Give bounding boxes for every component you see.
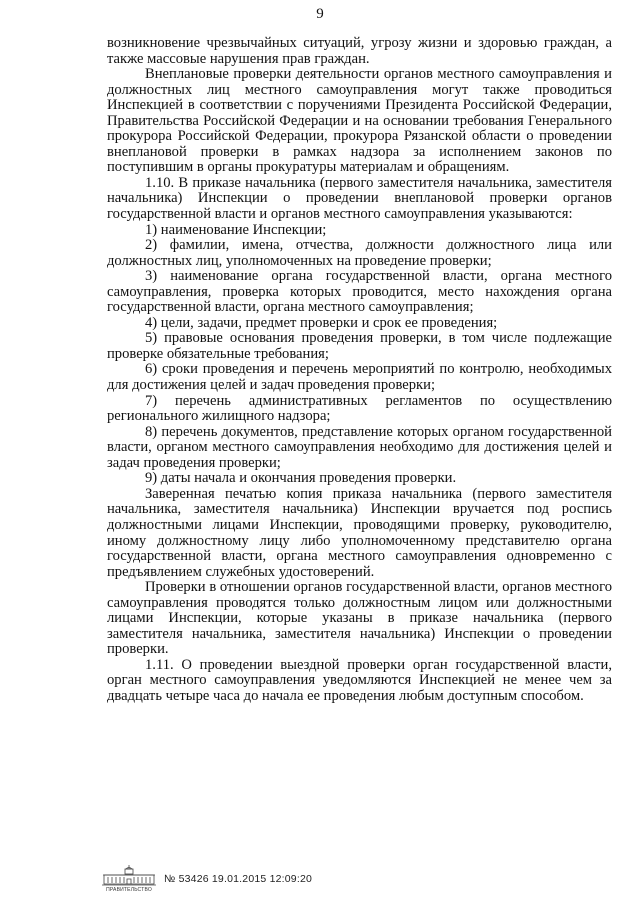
paragraph-section-1-10: 1.10. В приказе начальника (первого заместителя начальника, заместителя начальника) Инспекции о проведении внеплановой проверки органов государственной власти и органов местного самоуправления указываются: — [107, 174, 612, 223]
list-item-3: 3) наименование органа государственной власти, органа местного самоуправления, проверка которых проводится, место нахождения органа государственной власти, органа местного самоуправления; — [107, 268, 612, 316]
list-item-8: 8) перечень документов, представление которых органом государственной власти, органом местного самоуправления необходимо для достижения целей и задач проведения проверки; — [107, 423, 612, 471]
building-icon — [100, 864, 158, 886]
list-item-1: 1) наименование Инспекции; — [145, 221, 327, 238]
list-item-9: 9) даты начала и окончания проведения проверки. — [145, 470, 457, 487]
page-number: 9 — [316, 6, 324, 22]
document-footer — [100, 864, 312, 893]
paragraph-continuation: возникновение чрезвычайных ситуаций, угрозу жизни и здоровью граждан, а также массовые нарушения прав граждан. — [107, 35, 612, 67]
list-item-6: 6) сроки проведения и перечень мероприятий по контролю, необходимых для достижения целей и задач проведения проверки; — [107, 361, 612, 394]
document-body — [107, 36, 612, 705]
list-item-2: 2) фамилии, имена, отчества, должности должностного лица или должностных лиц, уполномоченных на проведение проверки; — [107, 237, 612, 269]
government-building-logo — [100, 864, 158, 893]
list-item-7: 7) перечень административных регламентов по осуществлению регионального жилищного надзора; — [107, 392, 612, 425]
registration-stamp: № 53426 19.01.2015 12:09:20 — [164, 872, 313, 885]
paragraph-inspectors: Проверки в отношении органов государственной власти, органов местного самоуправления проводятся только должностным лицом или должностными лицами Инспекции, которые указаны в приказе начальника (первого заместителя начальника, заместителя начальника) Инспекции о проведении проверки. — [107, 579, 612, 658]
paragraph-order-copy: Заверенная печатью копия приказа начальника (первого заместителя начальника, заместителя начальника) Инспекции вручается под роспись должностными лицами Инспекции, проводящими проверку, руководителю, иному должностному лицу либо уполномоченному представителю органа государственной власти, органа местного самоуправления одновременно с предъявлением служебных удостоверений. — [107, 485, 612, 580]
list-item-4: 4) цели, задачи, предмет проверки и срок ее проведения; — [145, 314, 498, 331]
paragraph-section-1-11: 1.11. О проведении выездной проверки орган государственной власти, орган местного самоуправления уведомляются Инспекцией не менее чем за двадцать четыре часа до начала ее проведения любым доступным способом. — [107, 656, 612, 704]
paragraph-unscheduled-inspections: Внеплановые проверки деятельности органов местного самоуправления и должностных лиц местного самоуправления могут также проводиться Инспекцией в соответствии с поручениями Президента Российской Федерации, Правительства Российской Федерации и на основании требования Генерального прокурора Российской Федерации, прокурора Рязанской области о проведении внеплановой проверки в рамках надзора за исполнением законов по поступившим в органы прокуратуры материалам и обращениям. — [107, 66, 612, 176]
list-item-5: 5) правовые основания проведения проверки, в том числе подлежащие проверке обязательные требования; — [107, 330, 612, 362]
logo-caption: ПРАВИТЕЛЬСТВО — [106, 887, 152, 893]
